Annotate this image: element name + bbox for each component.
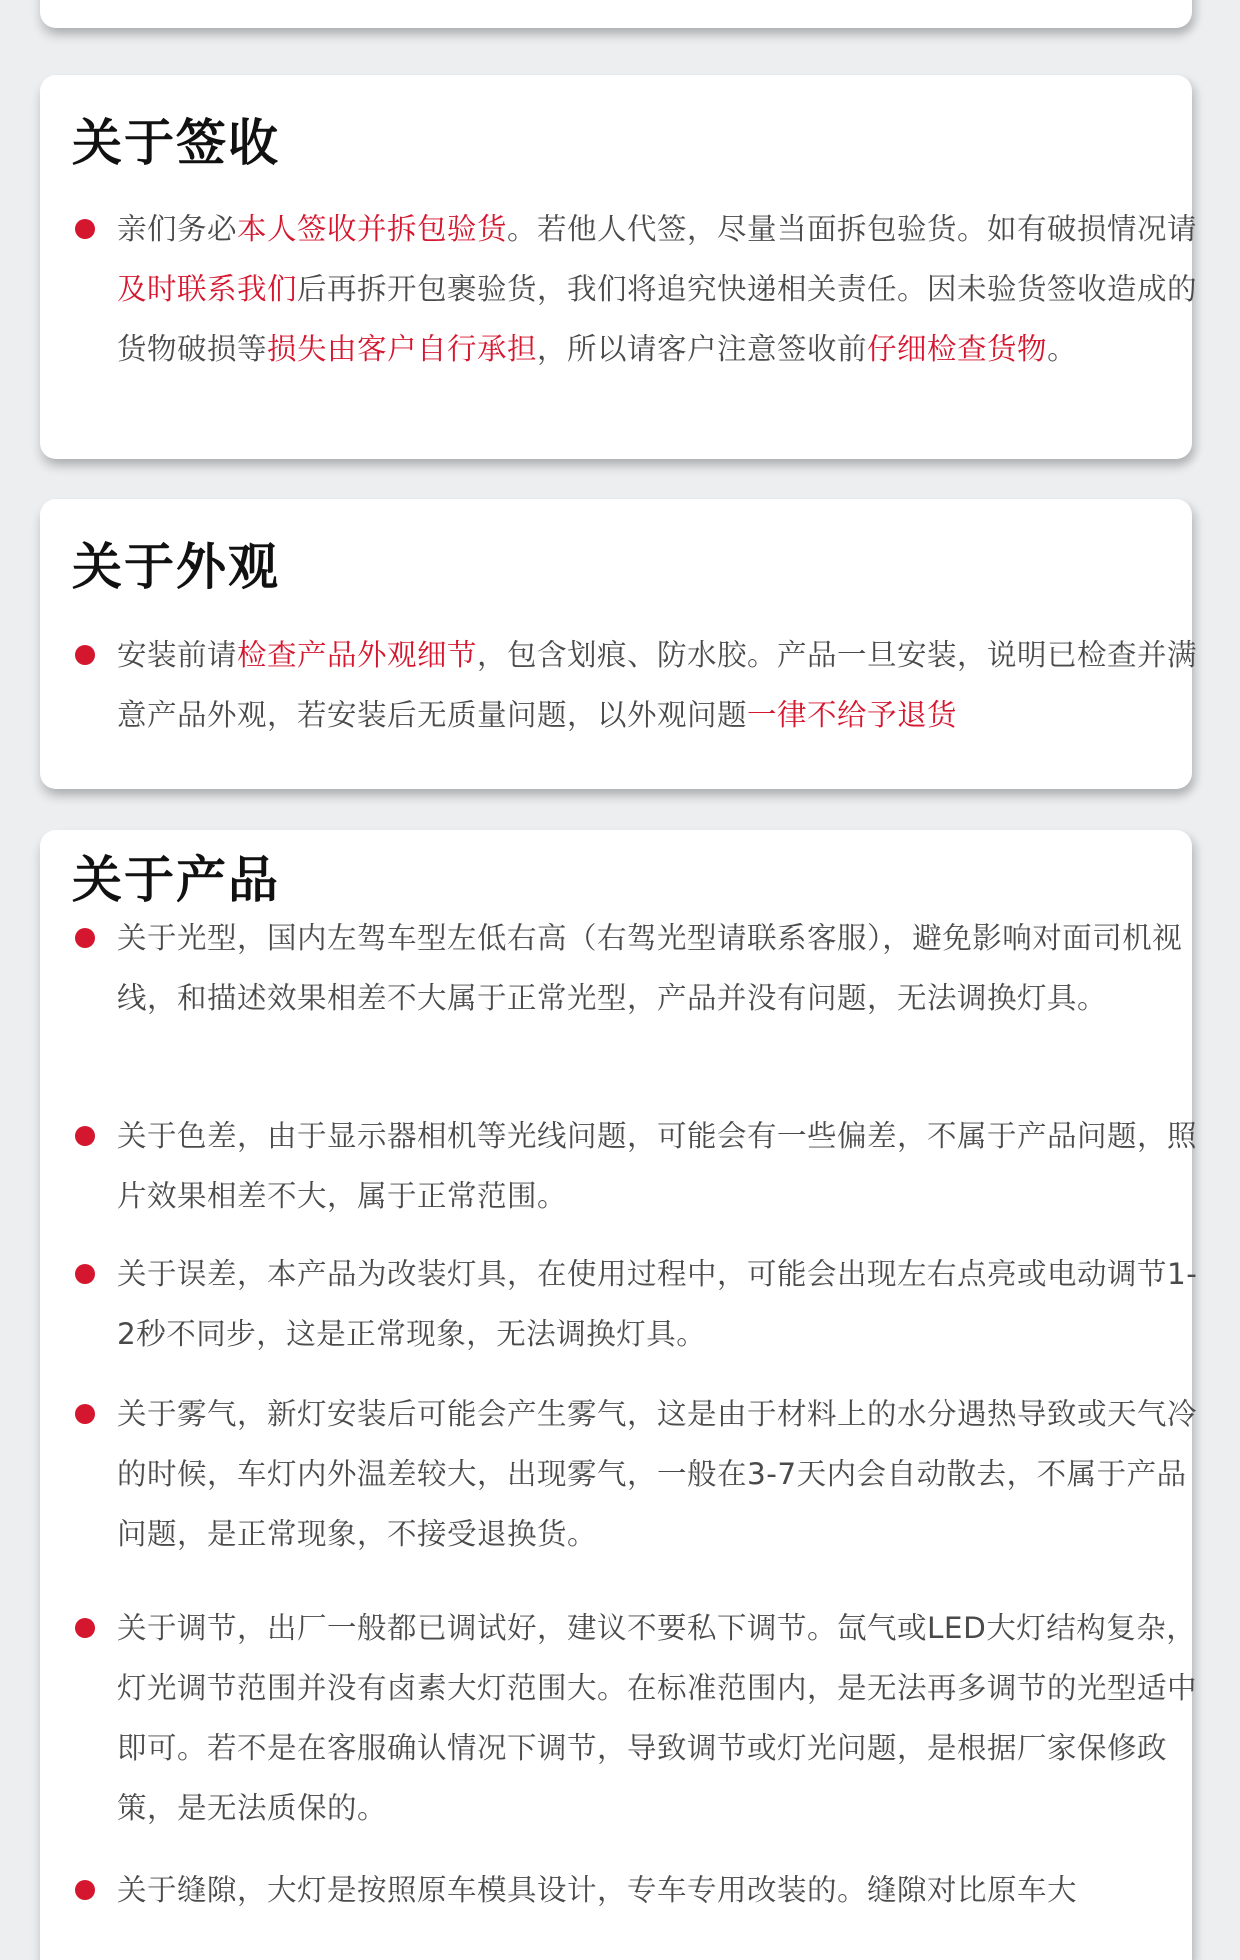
signoff-item bbox=[80, 199, 1205, 379]
appearance-item bbox=[80, 625, 1205, 745]
appearance-title: 关于外观 bbox=[72, 538, 280, 596]
highlight-text: 损失由客户自行承担 bbox=[267, 332, 538, 366]
product-item-adjustment bbox=[80, 1598, 1205, 1838]
body-text: 。 bbox=[1047, 332, 1078, 366]
body-text: 。若他人代签，尽量当面拆包验货。如有破损情况请 bbox=[507, 212, 1198, 246]
product-item-text: 关于雾气，新灯安装后可能会产生雾气，这是由于材料上的水分遇热导致或天气冷的时候，车灯内外温差较大，出现雾气，一般在3-7天内会自动散去，不属于产品问题，是正常现象，不接受退换货。 bbox=[117, 1397, 1198, 1551]
body-text: 后再拆开包裹验货，我们将追究快递相关责任。因未验货签收造成的货物破损等 bbox=[117, 272, 1198, 366]
highlight-text: 检查产品外观细节 bbox=[237, 638, 478, 672]
product-item-text: 关于色差，由于显示器相机等光线问题，可能会有一些偏差，不属于产品问题，照片效果相差不大，属于正常范围。 bbox=[117, 1119, 1198, 1213]
bullet-dot-icon bbox=[75, 1264, 95, 1284]
highlight-text: 仔细检查货物 bbox=[867, 332, 1048, 366]
product-item-text: 关于光型，国内左驾车型左低右高（右驾光型请联系客服），避免影响对面司机视线，和描述效果相差不大属于正常光型，产品并没有问题，无法调换灯具。 bbox=[117, 921, 1183, 1015]
highlight-text: 一律不给予退货 bbox=[747, 698, 958, 732]
product-item-light-pattern bbox=[80, 908, 1205, 1028]
product-item-text: 关于缝隙，大灯是按照原车模具设计，专车专用改装的。缝隙对比原车大 bbox=[117, 1873, 1078, 1907]
signoff-card bbox=[40, 75, 1198, 459]
product-item-tolerance bbox=[80, 1244, 1205, 1364]
bullet-dot-icon bbox=[75, 1404, 95, 1424]
bullet-dot-icon bbox=[75, 1618, 95, 1638]
product-item-color-difference bbox=[80, 1106, 1205, 1226]
body-text: ，所以请客户注意签收前 bbox=[537, 332, 868, 366]
appearance-card bbox=[40, 499, 1198, 789]
bullet-dot-icon bbox=[75, 928, 95, 948]
product-item-text: 关于调节，出厂一般都已调试好，建议不要私下调节。氙气或LED大灯结构复杂，灯光调节范围并没有卤素大灯范围大。在标准范围内，是无法再多调节的光型适中即可。若不是在客服确认情况下调节，导致调节或灯光问题，是根据厂家保修政策，是无法质保的。 bbox=[117, 1611, 1198, 1825]
product-item-gap bbox=[80, 1860, 1205, 1920]
appearance-text bbox=[80, 625, 1205, 745]
highlight-text: 及时联系我们 bbox=[117, 272, 298, 306]
signoff-text bbox=[80, 199, 1205, 379]
previous-card bbox=[40, 0, 1192, 28]
bullet-dot-icon bbox=[75, 1126, 95, 1146]
product-item-fog bbox=[80, 1384, 1205, 1564]
body-text: 安装前请 bbox=[117, 638, 238, 672]
bullet-dot-icon bbox=[75, 645, 95, 665]
product-card bbox=[40, 830, 1198, 1960]
highlight-text: 本人签收并拆包验货 bbox=[237, 212, 508, 246]
product-item-text: 关于误差，本产品为改装灯具，在使用过程中，可能会出现左右点亮或电动调节1-2秒不同步，这是正常现象，无法调换灯具。 bbox=[117, 1257, 1198, 1351]
body-text: ，包含划痕、防水胶。产品一旦安装，说明已检查并满意产品外观，若安装后无质量问题，以外观问题 bbox=[117, 638, 1198, 732]
signoff-title: 关于签收 bbox=[72, 114, 280, 172]
bullet-dot-icon bbox=[75, 1880, 95, 1900]
product-title: 关于产品 bbox=[72, 851, 280, 909]
bullet-dot-icon bbox=[75, 219, 95, 239]
body-text: 亲们务必 bbox=[117, 212, 238, 246]
